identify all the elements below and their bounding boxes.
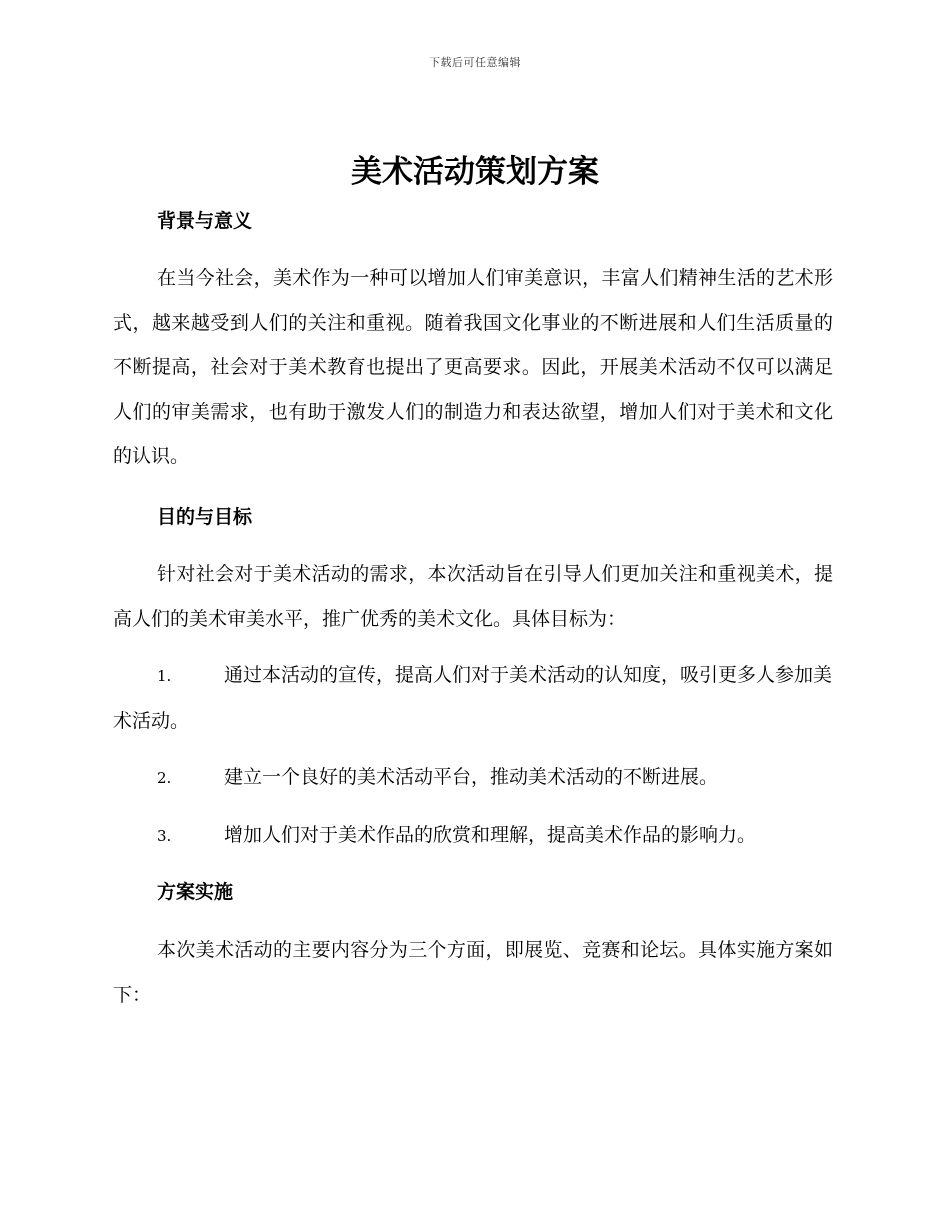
list-item — [113, 755, 833, 801]
document-title: 美术活动策划方案 — [351, 154, 599, 190]
header-note: 下载后可任意编辑 — [429, 56, 521, 69]
list-item-text: 通过本活动的宣传，提高人们对于美术活动的认知度，吸引更多人参加美术活动。 — [113, 664, 833, 732]
list-item-number: 2. — [157, 769, 172, 787]
section-heading-background: 背景与意义 — [157, 210, 253, 232]
list-item — [113, 653, 833, 743]
list-item — [113, 813, 833, 859]
list-item-text: 建立一个良好的美术活动平台，推动美术活动的不断进展。 — [224, 766, 719, 788]
list-item-number: 3. — [157, 827, 172, 845]
list-item-number: 1. — [157, 667, 172, 685]
list-item-text: 增加人们对于美术作品的欣赏和理解，提高美术作品的影响力。 — [224, 824, 757, 846]
paragraph-background: 在当今社会，美术作为一种可以增加人们审美意识，丰富人们精神生活的艺术形式，越来越受到人们的关注和重视。随着我国文化事业的不断进展和人们生活质量的不断提高，社会对于美术教育也提出了更高要求。因此，开展美术活动不仅可以满足人们的审美需求，也有助于激发人们的制造力和表达欲望，增加人们对于美术和文化的认识。 — [113, 267, 833, 467]
paragraph-goals: 针对社会对于美术活动的需求，本次活动旨在引导人们更加关注和重视美术，提高人们的美术审美水平，推广优秀的美术文化。具体目标为： — [113, 563, 833, 630]
section-heading-implementation: 方案实施 — [157, 881, 234, 903]
section-heading-goals: 目的与目标 — [157, 506, 253, 528]
paragraph-implementation: 本次美术活动的主要内容分为三个方面，即展览、竞赛和论坛。具体实施方案如下： — [113, 939, 833, 1006]
